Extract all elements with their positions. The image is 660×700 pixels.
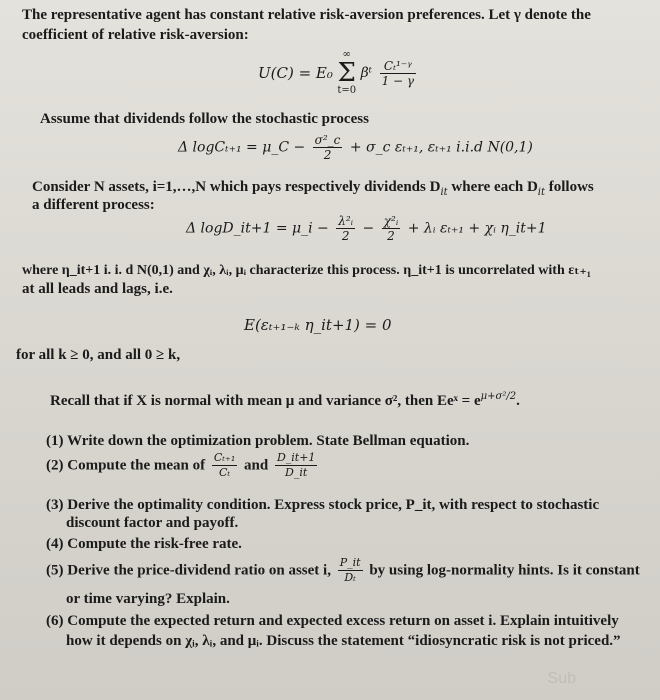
where-line-1: where η_it+1 i. i. d N(0,1) and χᵢ, λᵢ, μᵢ characterize this process. η_it+1 is uncorrelated with εₜ₊₁ — [22, 263, 592, 278]
intro-line-2: coefficient of relative risk-aversion: — [22, 27, 249, 43]
dividend-equation: Δ logD_it+1 = μ_i − $\frac{\text{λ²ᵢ}}{2}$ − $\frac{\text{χ²ᵢ}}{2}$ + λᵢ εₜ₊₁ + χᵢ η_it+1 — [186, 214, 547, 243]
consumption-equation: Δ logCₜ₊₁ = μ_C − $\frac{\text{σ²\_c}}{2}$ + σ_c εₜ₊₁, εₜ₊₁ i.i.d N(0,1) — [178, 133, 533, 162]
question-5-line-1: (5) Derive the price-dividend ratio on asset i, $\frac{P\_it}{\text{Dₜ}}$ by using log-normality hints. Is it constant — [46, 556, 640, 584]
question-3-line-1: (3) Derive the optimality condition. Express stock price, P_it, with respect to stochastic — [46, 497, 600, 513]
sum-symbol: ∞ Σ t=0 — [337, 49, 357, 96]
question-3-line-2: discount factor and payoff. — [66, 515, 239, 531]
question-1: (1) Write down the optimization problem. State Bellman equation. — [46, 433, 470, 449]
assets-line-1: Consider N assets, i=1,…,N which pays respectively dividends $D_{it}$ where each $D_{it}$ follows — [32, 179, 594, 198]
question-6-line-1: (6) Compute the expected return and expected excess return on asset i. Explain intuitively — [46, 613, 619, 629]
watermark: Sub — [547, 670, 576, 687]
recall-line: Recall that if X is normal with mean μ and variance σ², then Eeˣ = $e^{\mu+\sigma^2/2}$. — [50, 391, 520, 409]
question-4: (4) Compute the risk-free rate. — [46, 536, 242, 552]
utility-fraction: $\frac{\text{Cₜ¹⁻ᵞ}}{1 - \gamma}$ — [381, 58, 415, 88]
question-5-line-2: or time varying? Explain. — [66, 591, 230, 607]
where-line-2: at all leads and lags, i.e. — [22, 281, 173, 297]
dividends-intro: Assume that dividends follow the stochastic process — [40, 111, 369, 127]
utility-lhs: U(C) = E₀ — [258, 64, 333, 82]
intro-line-1: The representative agent has constant relative risk-aversion preferences. Let γ denote the — [22, 7, 591, 23]
question-6-line-2: how it depends on χᵢ, λᵢ, and μᵢ. Discuss the statement “idiosyncratic risk is not priced.” — [66, 633, 621, 649]
question-2: (2) Compute the mean of $\frac{\text{Cₜ₊₁}}{\text{Cₜ}}$ and $\frac{D\_it+1}{D\_it}$ — [46, 451, 316, 479]
utility-beta: βᵗ — [360, 65, 373, 81]
forall-line: for all k ≥ 0, and all 0 ≥ k, — [16, 347, 181, 363]
expectation-equation: E(εₜ₊₁₋ₖ η_it+1) = 0 — [244, 316, 392, 334]
assets-line-2: a different process: — [32, 197, 155, 213]
utility-equation — [258, 50, 419, 96]
